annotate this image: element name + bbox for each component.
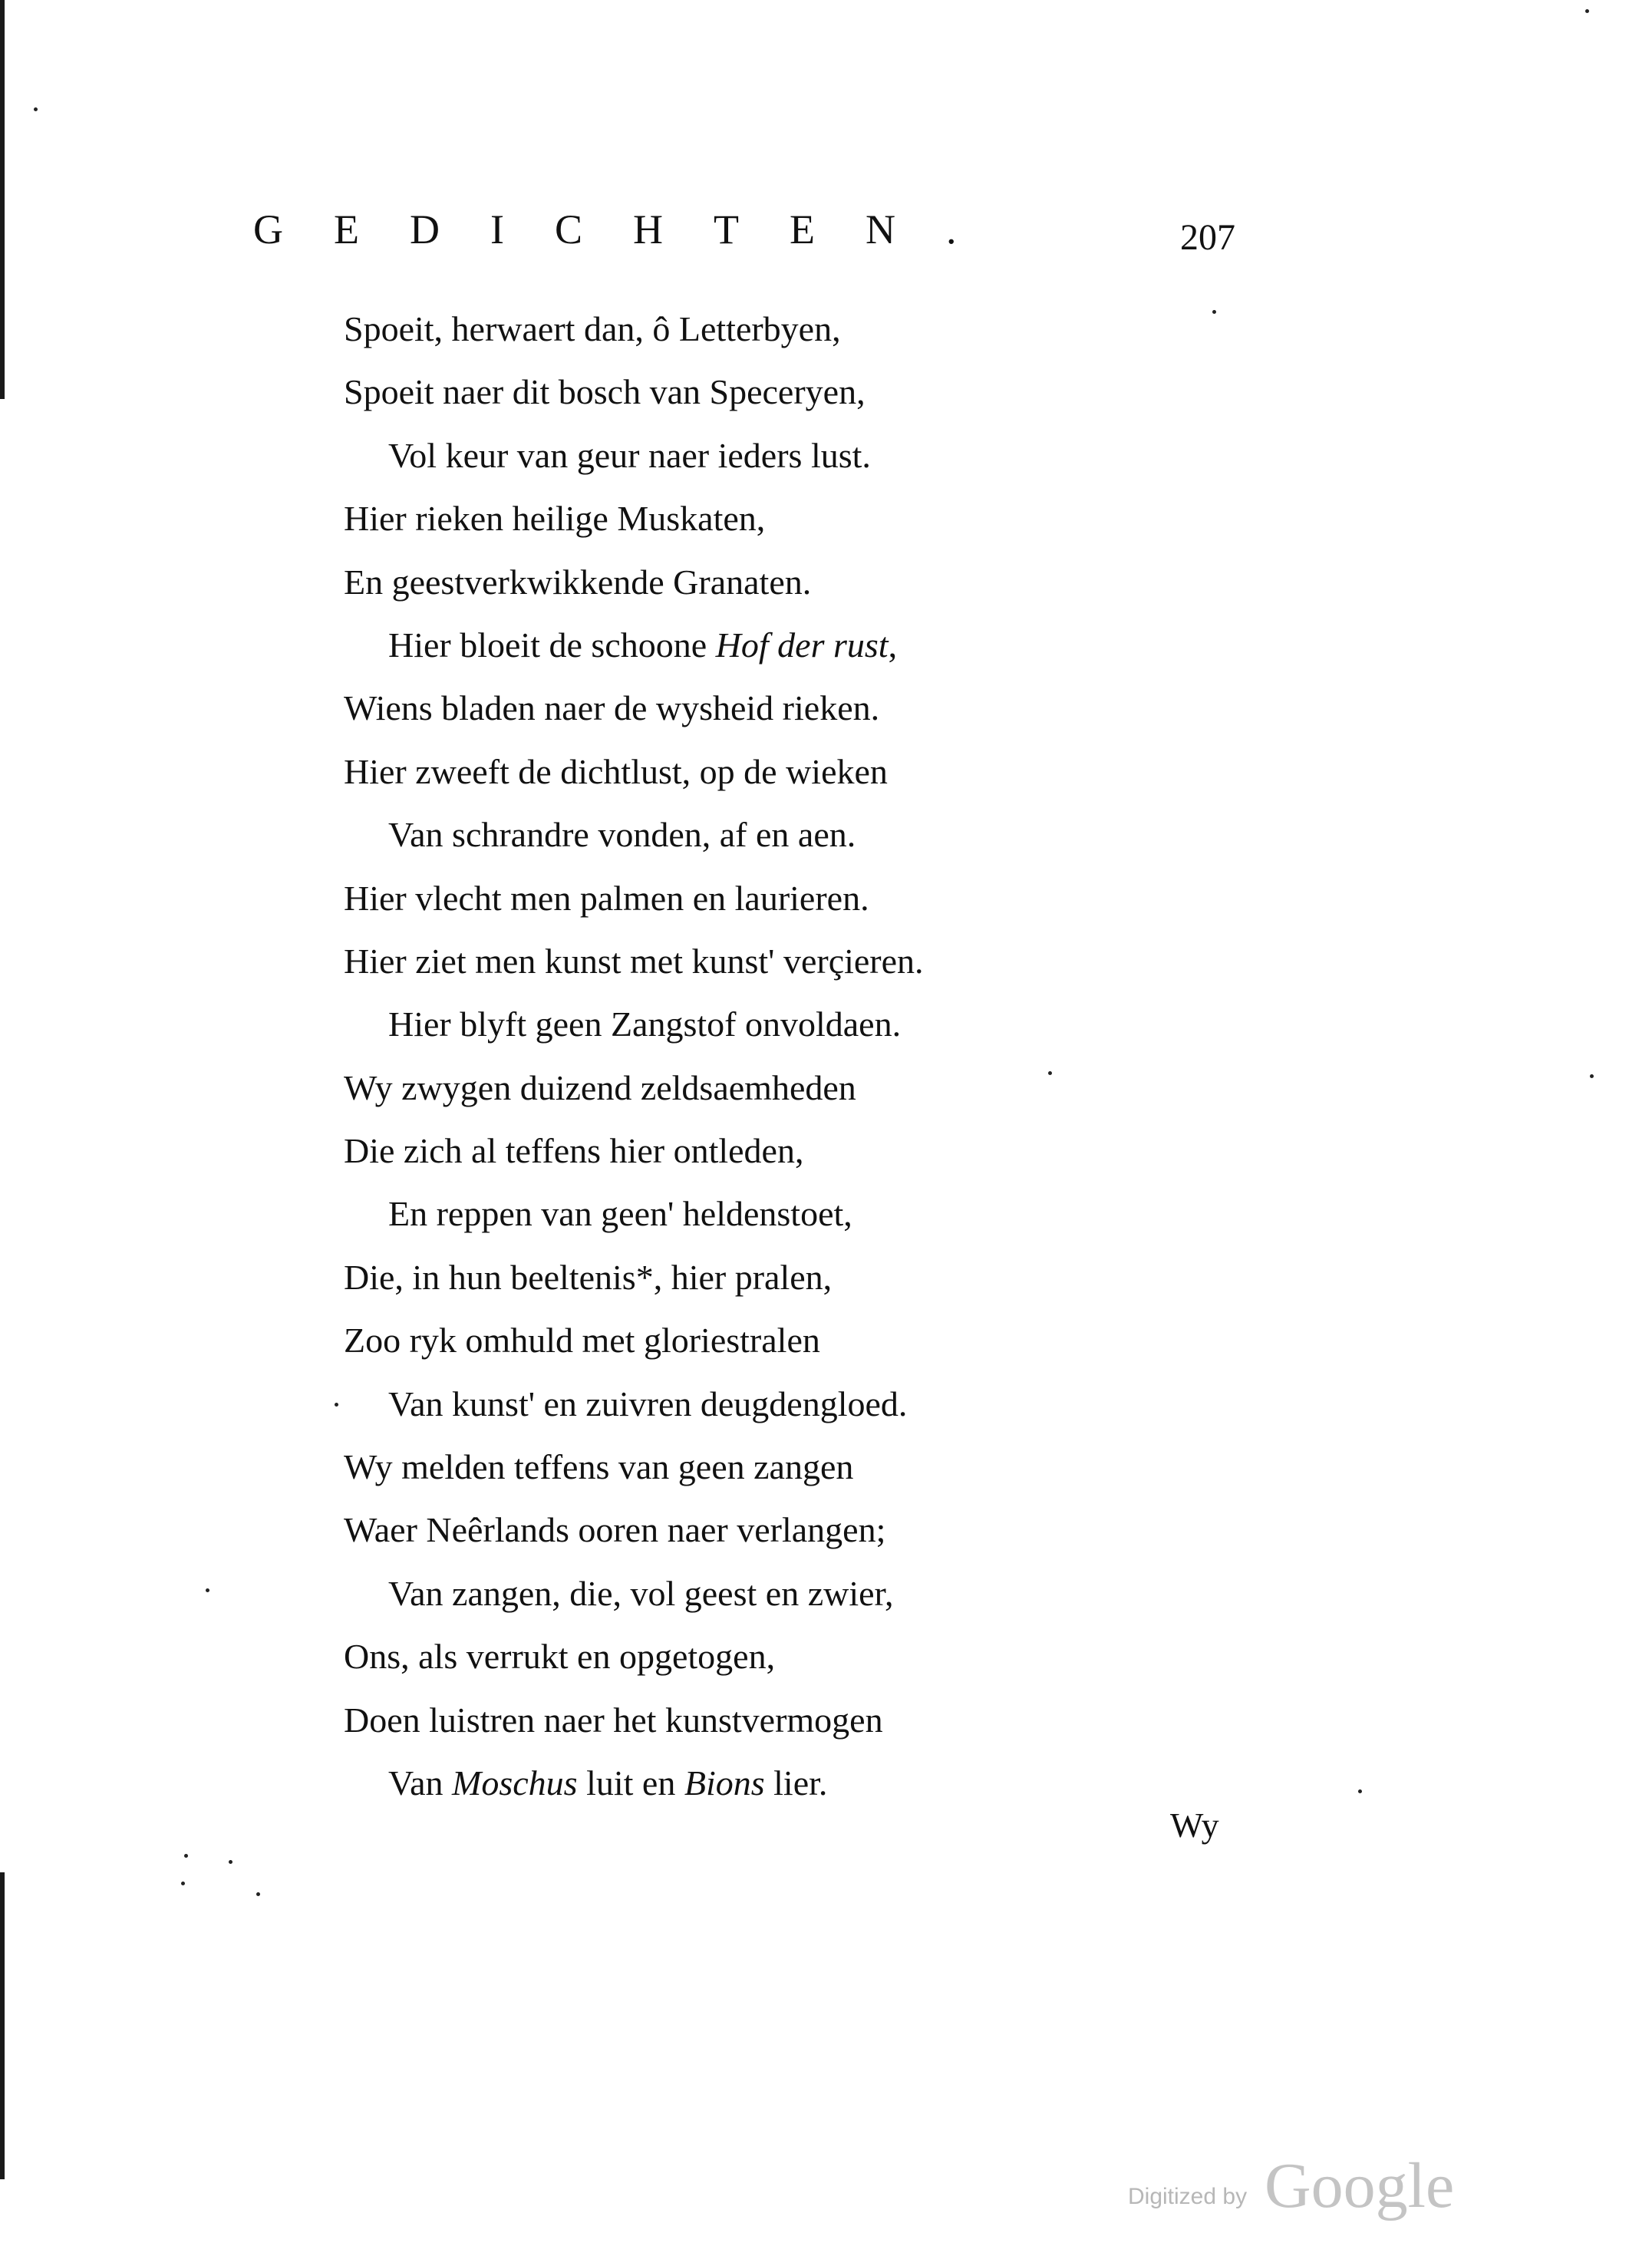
- verse-line: [344, 1752, 1188, 1815]
- page-edge-shadow: [0, 0, 5, 399]
- italic-name: Moschus: [452, 1763, 578, 1802]
- running-title: GEDICHTEN.: [253, 206, 1007, 252]
- verse-line: Doen luistren naer het kunstvermogen: [344, 1700, 883, 1740]
- verse-line: En geestverkwikkende Granaten.: [344, 562, 812, 602]
- verse-line: Van zangen, die, vol geest en zwier,: [388, 1573, 894, 1613]
- verse-line: Van schrandre vonden, af en aen.: [388, 815, 856, 855]
- verse-line: Hier zweeft de dichtlust, op de wieken: [344, 751, 888, 791]
- italic-phrase: Hof der rust: [715, 625, 889, 665]
- ink-speck: [1212, 310, 1216, 314]
- ink-speck: [1048, 1071, 1052, 1075]
- verse-line: Wy zwygen duizend zeldsaemheden: [344, 1067, 856, 1107]
- verse-line: Van kunst' en zuivren deugdengloed.: [388, 1384, 908, 1423]
- verse-line: Wiens bladen naer de wysheid rieken.: [344, 688, 880, 728]
- verse-text: Van: [388, 1763, 453, 1802]
- google-logo: Google: [1265, 2150, 1455, 2221]
- verse-line: Ons, als verrukt en opgetogen,: [344, 1637, 776, 1677]
- digitized-by-google-watermark: [1128, 2149, 1466, 2221]
- verse-line: Wy melden teffens van geen zangen: [344, 1447, 854, 1487]
- ink-speck: [206, 1588, 209, 1592]
- verse-text: luit en: [577, 1763, 684, 1802]
- verse-line: Die zich al teffens hier ontleden,: [344, 1131, 804, 1171]
- verse-text: Hier bloeit de schoone: [388, 625, 716, 665]
- ink-speck: [1585, 9, 1589, 13]
- ink-speck: [1358, 1789, 1362, 1793]
- verse-line: Spoeit naer dit bosch van Speceryen,: [344, 372, 866, 412]
- ink-speck: [229, 1860, 232, 1864]
- ink-speck: [34, 107, 38, 111]
- verse-text: ,: [888, 625, 898, 665]
- italic-name: Bions: [684, 1763, 765, 1802]
- verse-line: Die, in hun beeltenis*, hier pralen,: [344, 1257, 833, 1297]
- ink-speck: [184, 1854, 188, 1858]
- verse-line: Hier ziet men kunst met kunst' verçieren.: [344, 941, 924, 981]
- verse-line: Hier rieken heilige Muskaten,: [344, 499, 766, 539]
- verse-line: Hier blyft geen Zangstof onvoldaen.: [388, 1004, 902, 1044]
- poem-text: [344, 298, 1188, 1815]
- page-number: 207: [1180, 217, 1235, 258]
- catchword: Wy: [1170, 1806, 1219, 1845]
- watermark-prefix: Digitized by: [1128, 2184, 1248, 2209]
- verse-text: lier.: [764, 1763, 828, 1802]
- verse-line: Vol keur van geur naer ieders lust.: [388, 435, 871, 475]
- verse-line: Waer Neêrlands ooren naer verlangen;: [344, 1510, 886, 1550]
- ink-speck: [256, 1892, 260, 1896]
- ink-speck: [1590, 1074, 1594, 1078]
- page-edge-shadow: [0, 1872, 5, 2179]
- ink-speck: [335, 1403, 338, 1407]
- verse-line: En reppen van geen' heldenstoet,: [388, 1194, 852, 1234]
- verse-line: [344, 614, 1188, 677]
- running-head: [253, 206, 1235, 267]
- verse-line: Spoeit, herwaert dan, ô Letterbyen,: [344, 309, 841, 348]
- verse-line: Zoo ryk omhuld met gloriestralen: [344, 1321, 820, 1361]
- ink-speck: [181, 1882, 185, 1885]
- verse-line: Hier vlecht men palmen en laurieren.: [344, 878, 869, 918]
